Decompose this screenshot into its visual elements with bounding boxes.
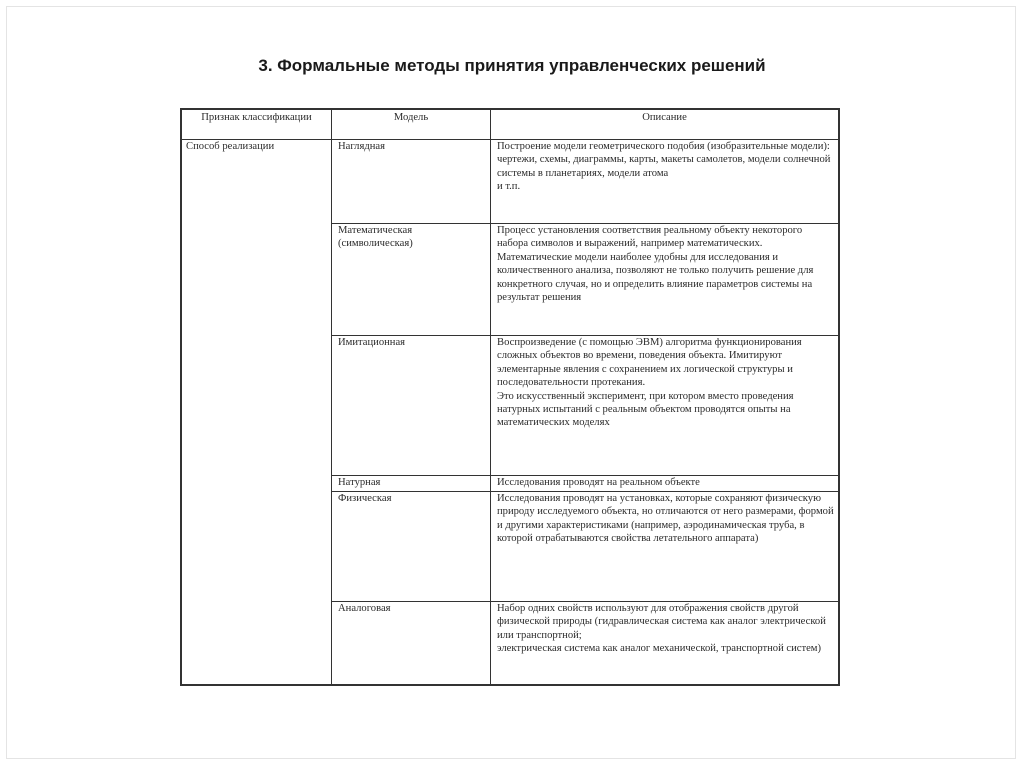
header-description: Описание [491, 110, 839, 140]
header-attribute: Признак классификации [182, 110, 332, 140]
description-cell: Исследования проводят на установках, которые сохраняют физическую природу исследуемого объекта, но отличаются от него размерами, формой и другими характеристиками (например, аэродинамическая труба, в которой отрабатываются свойства летательного аппарата) [491, 492, 839, 602]
model-cell: Наглядная [332, 140, 491, 224]
model-cell: Математическая (символическая) [332, 224, 491, 336]
slide-title: 3. Формальные методы принятия управленческих решений [258, 56, 766, 75]
description-cell: Воспроизведение (с помощью ЭВМ) алгоритма функционирования сложных объектов во времени, поведения объекта. Имитируют элементарные явления с сохранением их логической структуры и последовательности протекания. Это искусственный эксперимент, при котором вместо проведения натурных испытаний с реальным объектом проводятся опыты на математических моделях [491, 336, 839, 476]
model-cell: Физическая [332, 492, 491, 602]
attribute-cell: Способ реализации [182, 140, 332, 685]
model-cell: Натурная [332, 476, 491, 492]
description-cell: Построение модели геометрического подобия (изобразительные модели): чертежи, схемы, диаграммы, карты, макеты самолетов, модели солнечной системы в планетариях, модели атома и т.п. [491, 140, 839, 224]
description-cell: Исследования проводят на реальном объекте [491, 476, 839, 492]
description-cell: Набор одних свойств используют для отображения свойств другой физической природы (гидравлическая система как аналог электрической или транспортной; электрическая система как аналог механической, транспортной систем) [491, 602, 839, 685]
header-model: Модель [332, 110, 491, 140]
model-cell: Имитационная [332, 336, 491, 476]
model-cell: Аналоговая [332, 602, 491, 685]
table-row [182, 140, 839, 224]
classification-table [180, 108, 840, 686]
table-header-row [182, 110, 839, 140]
description-cell: Процесс установления соответствия реальному объекту некоторого набора символов и выражений, например математических. Математические модели наиболее удобны для исследования и количественного анализа, позволяют не только получить решение для конкретного случая, но и определить влияние параметров системы на результат решения [491, 224, 839, 336]
